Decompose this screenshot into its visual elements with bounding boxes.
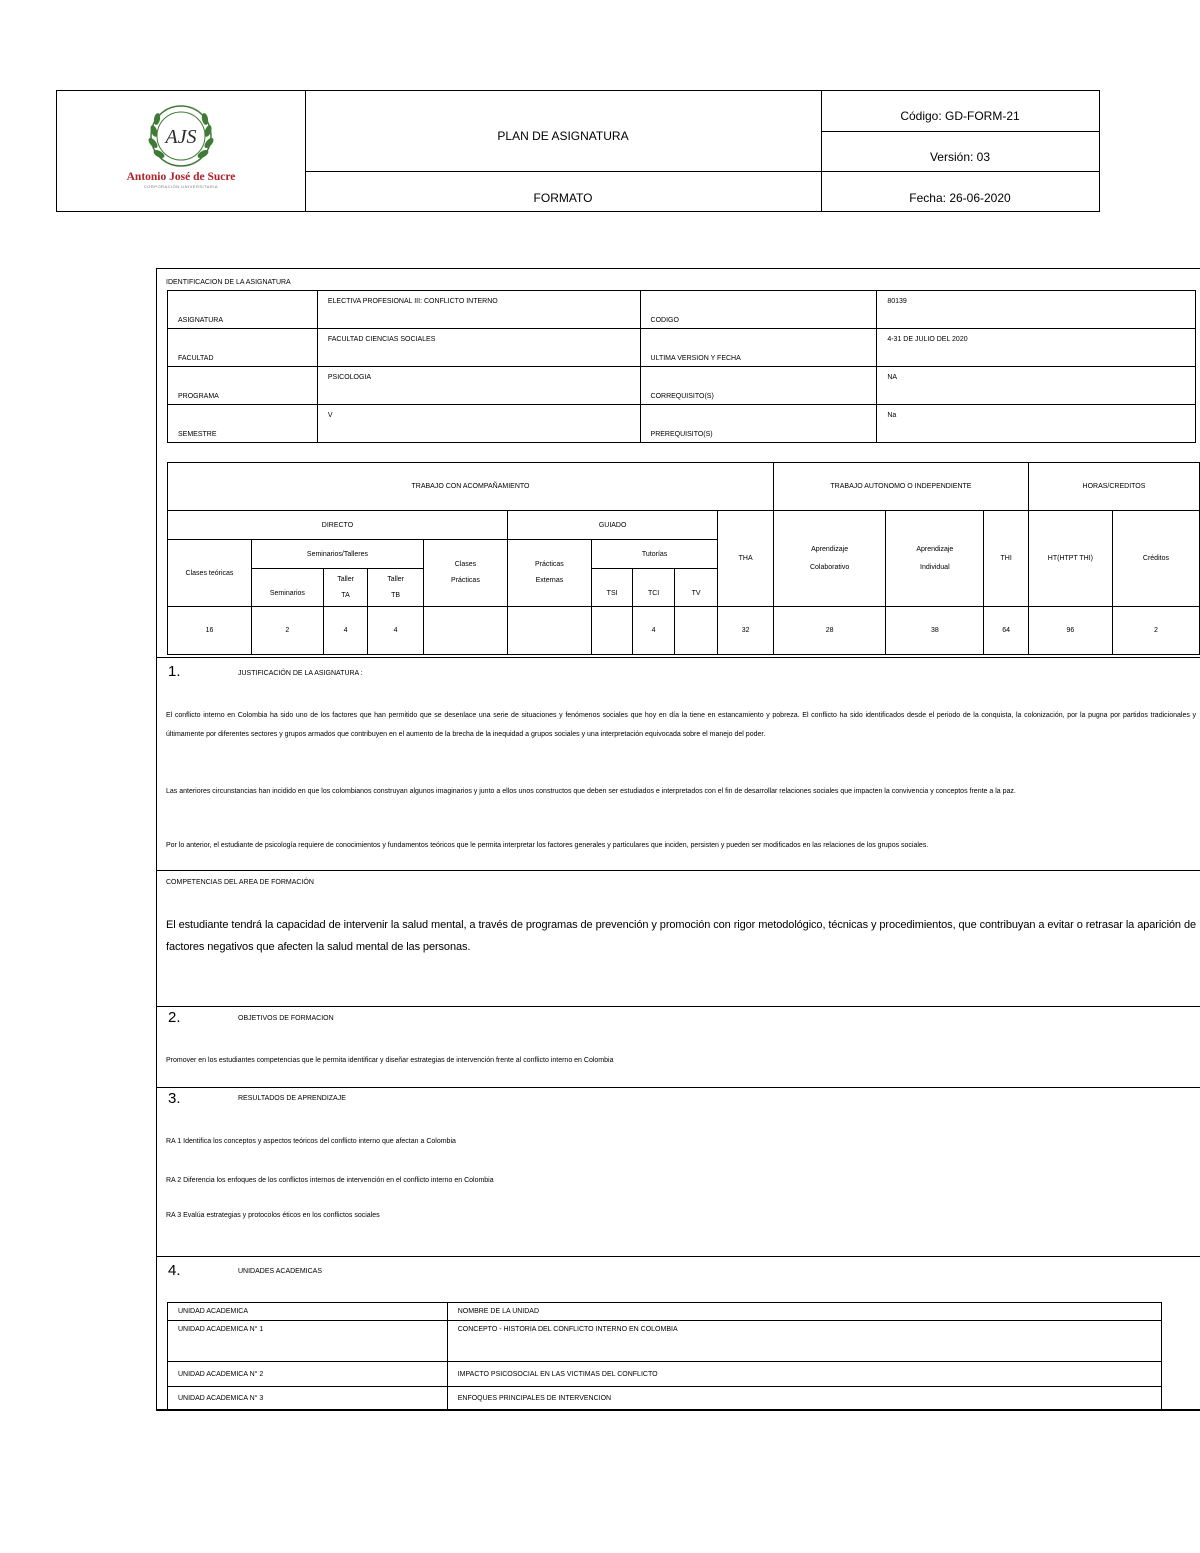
id-label: CODIGO [640,291,877,329]
document-format: FORMATO [533,191,593,205]
unit-cell: UNIDAD ACADEMICA N° 1 [168,1321,448,1362]
laurel-emblem-icon [57,91,305,171]
header-cell: Clases Prácticas [423,540,507,607]
document-header [56,90,1100,212]
unit-name-cell: CONCEPTO - HISTORIA DEL CONFLICTO INTERNO EN COLOMBIA [447,1321,1161,1362]
section-title: UNIDADES ACADEMICAS [238,1268,323,1275]
id-value: ELECTIVA PROFESIONAL III: CONFLICTO INTERNO [317,291,640,329]
id-value: Na [877,405,1196,443]
justification-paragraph: El conflicto interno en Colombia ha sido uno de los factores que han permitido que se desenlace una serie de situaciones y fenómenos sociales que hoy en día la tiene en estancamiento y pobreza. El conflicto ha sido identificados desde el periodo de la conquista, la colonización, por la pugna por partidos tradicionales y últimamente por diferentes sectores y grupos armados que contribuyen en el aumento de la brecha de la inequidad a grupos sociales y una interpretación equivocada sobre el manejo del poder. [166,712,1196,738]
table-row [168,511,1200,540]
table-row [168,405,1196,443]
header-cell: HT(HTPT THI) [1028,511,1112,607]
table-row [168,1321,1162,1362]
academic-units-table [167,1302,1162,1411]
section-divider [156,1256,1200,1257]
header-cell: THI [984,511,1029,607]
learning-outcome: RA 2 Diferencia los enfoques de los conflictos internos de intervención en el conflicto interno en Colombia [166,1177,494,1184]
value-cell: 4 [633,607,674,655]
table-row [168,329,1196,367]
value-cell: 2 [251,607,323,655]
table-row [168,367,1196,405]
value-cell: 28 [773,607,885,655]
identification-table [167,290,1196,443]
id-label: CORREQUISITO(S) [640,367,877,405]
unit-cell: UNIDAD ACADEMICA N° 3 [168,1387,448,1411]
identification-heading: IDENTIFICACION DE LA ASIGNATURA [166,279,291,286]
table-row [168,1362,1162,1387]
objectives-text: Promover en los estudiantes competencias que le permita identificar y diseñar estrategias de intervención frente al conflicto interno en Colombia [166,1057,614,1064]
value-cell: 64 [984,607,1029,655]
header-cell: Clases teóricas [168,540,252,607]
header-cell: Seminarios/Talleres [251,540,423,569]
header-cell: TRABAJO CON ACOMPAÑAMIENTO [168,463,774,511]
header-cell: Seminarios [251,569,323,607]
header-divider [821,131,1099,132]
id-value: V [317,405,640,443]
header-cell: Taller TB [368,569,424,607]
value-cell [591,607,632,655]
header-cell: Tutorías [591,540,717,569]
id-label: PREREQUISITO(S) [640,405,877,443]
header-cell: Prácticas Externas [507,540,591,607]
value-cell: 4 [368,607,424,655]
institution-name: Antonio José de Sucre [126,171,236,183]
document-code: Código: GD-FORM-21 [900,109,1020,123]
value-cell [507,607,591,655]
header-divider [305,171,1099,172]
section-divider [156,1006,1200,1007]
id-value: 80139 [877,291,1196,329]
justification-paragraph: Las anteriores circunstancias han incidido en que los colombianos construyan algunos imaginarios y junto a ellos unos constructos que deben ser estudiados e interpretados con el fin de desarrollar relaciones sociales que impacten la convivencia y conceptos frente a la paz. [166,788,1016,795]
learning-outcome: RA 1 Identifica los conceptos y aspectos teóricos del conflicto interno que afectan a Colombia [166,1138,456,1145]
table-row [168,1303,1162,1321]
workload-table [167,462,1200,655]
value-cell: 16 [168,607,252,655]
section-number: 2. [168,1009,181,1026]
id-value: FACULTAD CIENCIAS SOCIALES [317,329,640,367]
document-title: PLAN DE ASIGNATURA [497,129,629,143]
header-cell: HORAS/CREDITOS [1028,463,1199,511]
header-cell: TRABAJO AUTONOMO O INDEPENDIENTE [773,463,1028,511]
id-label: ULTIMA VERSION Y FECHA [640,329,877,367]
column-header: NOMBRE DE LA UNIDAD [447,1303,1161,1321]
section-divider [156,657,1200,658]
header-cell: GUIADO [507,511,717,540]
section-number: 4. [168,1262,181,1279]
section-divider [156,870,1200,871]
value-cell: 32 [718,607,774,655]
section-title: JUSTIFICACIÓN DE LA ASIGNATURA : [238,670,363,677]
id-value: NA [877,367,1196,405]
value-cell: 2 [1112,607,1199,655]
value-cell [423,607,507,655]
id-label: PROGRAMA [168,367,318,405]
table-row [168,1387,1162,1411]
header-cell: TCI [633,569,674,607]
unit-name-cell: IMPACTO PSICOSOCIAL EN LAS VICTIMAS DEL CONFLICTO [447,1362,1161,1387]
id-value: 4-31 DE JULIO DEL 2020 [877,329,1196,367]
institution-logo [57,91,305,211]
id-label: SEMESTRE [168,405,318,443]
table-row [168,463,1200,511]
header-cell: Taller TA [323,569,368,607]
id-label: FACULTAD [168,329,318,367]
id-value: PSICOLOGIA [317,367,640,405]
header-cell: Créditos [1112,511,1199,607]
header-cell: Aprendizaje Individual [886,511,984,607]
header-cell: THA [718,511,774,607]
column-header: UNIDAD ACADEMICA [168,1303,448,1321]
learning-outcome: RA 3 Evalúa estrategias y protocolos éticos en los conflictos sociales [166,1212,380,1219]
value-cell: 96 [1028,607,1112,655]
header-cell: DIRECTO [168,511,508,540]
institution-subtitle: CORPORACIÓN UNIVERSITARIA [143,184,219,189]
unit-name-cell: ENFOQUES PRINCIPALES DE INTERVENCION [447,1387,1161,1411]
table-row [168,607,1200,655]
justification-paragraph: Por lo anterior, el estudiante de psicología requiere de conocimientos y fundamentos teóricos que le permita interpretar los factores generales y particulares que inciden, persisten y pueden ser modificados en las relaciones de los grupos sociales. [166,842,929,849]
value-cell [674,607,718,655]
id-label: ASIGNATURA [168,291,318,329]
header-cell: TV [674,569,718,607]
document-date: Fecha: 26-06-2020 [909,191,1011,205]
value-cell: 4 [323,607,368,655]
value-cell: 38 [886,607,984,655]
section-divider [156,1087,1200,1088]
table-row [168,291,1196,329]
header-cell: Aprendizaje Colaborativo [773,511,885,607]
header-cell: TSI [591,569,632,607]
competencies-text: El estudiante tendrá la capacidad de intervenir la salud mental, a través de programas de prevención y promoción con rigor metodológico, técnicas y procedimientos, que contribuyan a evitar o retrasar la aparición de factores negativos que afecten la salud mental de las personas. [166,919,1196,953]
section-title: OBJETIVOS DE FORMACION [238,1015,334,1022]
document-version: Versión: 03 [929,150,991,164]
section-number: 3. [168,1090,181,1107]
section-number: 1. [168,663,181,680]
section-title: RESULTADOS DE APRENDIZAJE [238,1095,346,1102]
svg-text:AJS: AJS [165,126,197,148]
unit-cell: UNIDAD ACADEMICA N° 2 [168,1362,448,1387]
section-title: COMPETENCIAS DEL AREA DE FORMACIÓN [166,879,314,886]
